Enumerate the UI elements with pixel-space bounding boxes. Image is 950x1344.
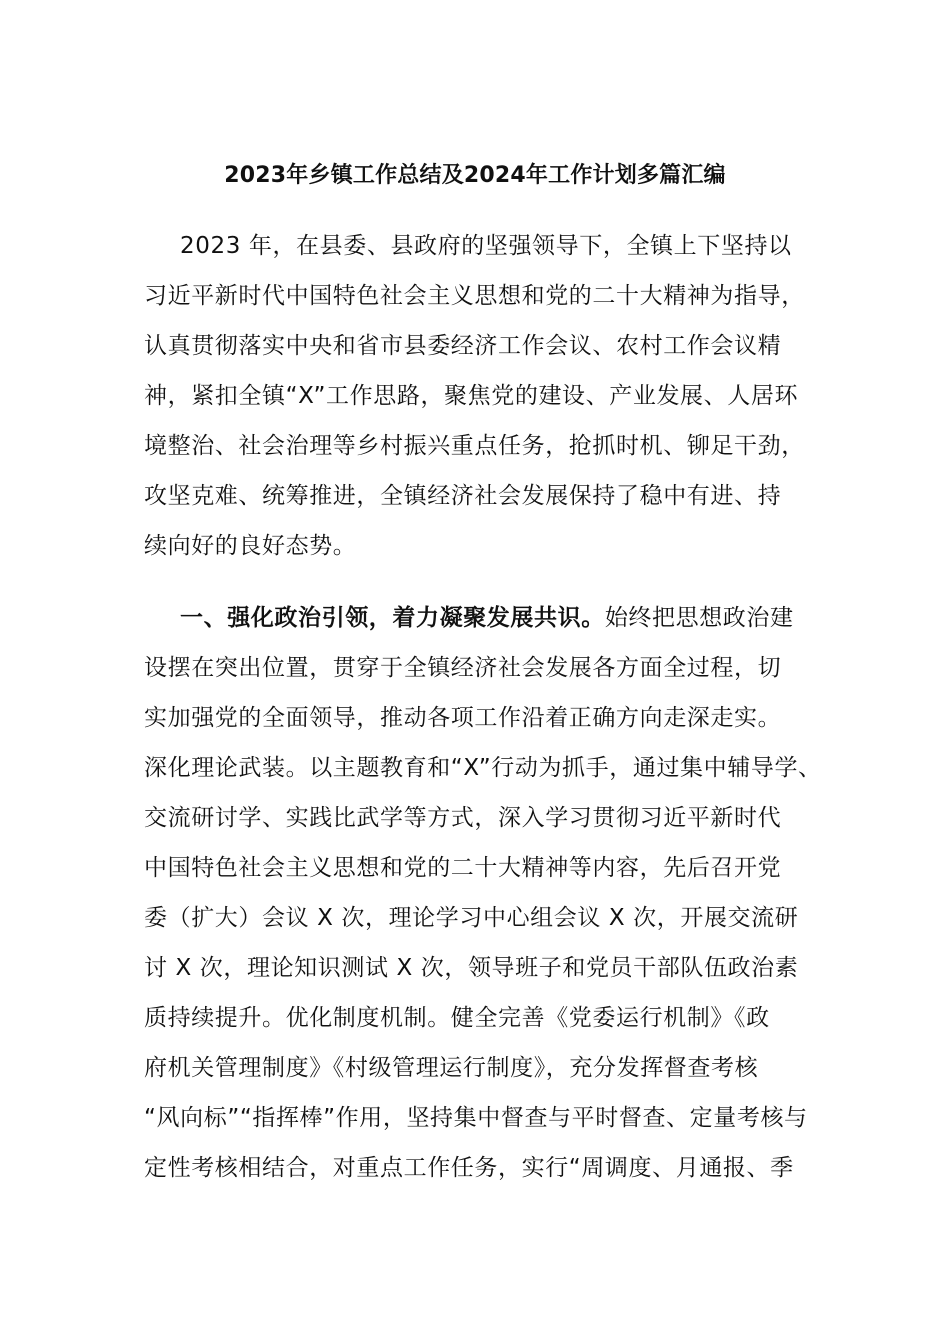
section-1-line-8: 讨 X 次，理论知识测试 X 次，领导班子和党员干部队伍政治素 bbox=[144, 955, 799, 981]
section-1-line-4: 深化理论武装。以主题教育和“X”行动为抓手，通过集中辅导学、 bbox=[144, 755, 822, 781]
section-1-line-9: 质持续提升。优化制度机制。健全完善《党委运行机制》《政 bbox=[144, 1005, 770, 1031]
paragraph-1-line-1: 2023 年，在县委、县政府的坚强领导下，全镇上下坚持以 bbox=[180, 233, 792, 259]
document-title: 2023年乡镇工作总结及2024年工作计划多篇汇编 bbox=[224, 163, 726, 188]
paragraph-1-line-2: 习近平新时代中国特色社会主义思想和党的二十大精神为指导， bbox=[144, 283, 805, 309]
section-1-line-7: 委（扩大）会议 X 次，理论学习中心组会议 X 次，开展交流研 bbox=[144, 905, 799, 931]
paragraph-1-line-5: 境整治、社会治理等乡村振兴重点任务，抢抓时机、铆足干劲， bbox=[144, 433, 805, 459]
section-1-line-5: 交流研讨学、实践比武学等方式，深入学习贯彻习近平新时代 bbox=[144, 805, 782, 831]
section-1-line-11: “风向标”“指挥棒”作用，坚持集中督查与平时督查、定量考核与 bbox=[144, 1105, 808, 1131]
section-1-first-line bbox=[180, 600, 794, 636]
section-1-line-2: 设摆在突出位置，贯穿于全镇经济社会发展各方面全过程，切 bbox=[144, 655, 782, 681]
section-1-first-line-rest: 始终把思想政治建 bbox=[604, 605, 794, 631]
paragraph-1-line-3: 认真贯彻落实中央和省市县委经济工作会议、农村工作会议精 bbox=[144, 333, 782, 359]
section-1-line-12: 定性考核相结合，对重点工作任务，实行“周调度、月通报、季 bbox=[144, 1155, 794, 1181]
section-1-line-10: 府机关管理制度》《村级管理运行制度》，充分发挥督查考核 bbox=[144, 1055, 759, 1081]
section-1-line-6: 中国特色社会主义思想和党的二十大精神等内容，先后召开党 bbox=[144, 855, 782, 881]
paragraph-1-line-6: 攻坚克难、统筹推进，全镇经济社会发展保持了稳中有进、持 bbox=[144, 483, 782, 509]
section-1-line-3: 实加强党的全面领导，推动各项工作沿着正确方向走深走实。 bbox=[144, 705, 782, 731]
paragraph-1-line-4: 神，紧扣全镇“X”工作思路，聚焦党的建设、产业发展、人居环 bbox=[144, 383, 799, 409]
paragraph-1-line-7: 续向好的良好态势。 bbox=[144, 533, 357, 559]
section-1-heading: 一、强化政治引领，着力凝聚发展共识。 bbox=[180, 605, 605, 631]
